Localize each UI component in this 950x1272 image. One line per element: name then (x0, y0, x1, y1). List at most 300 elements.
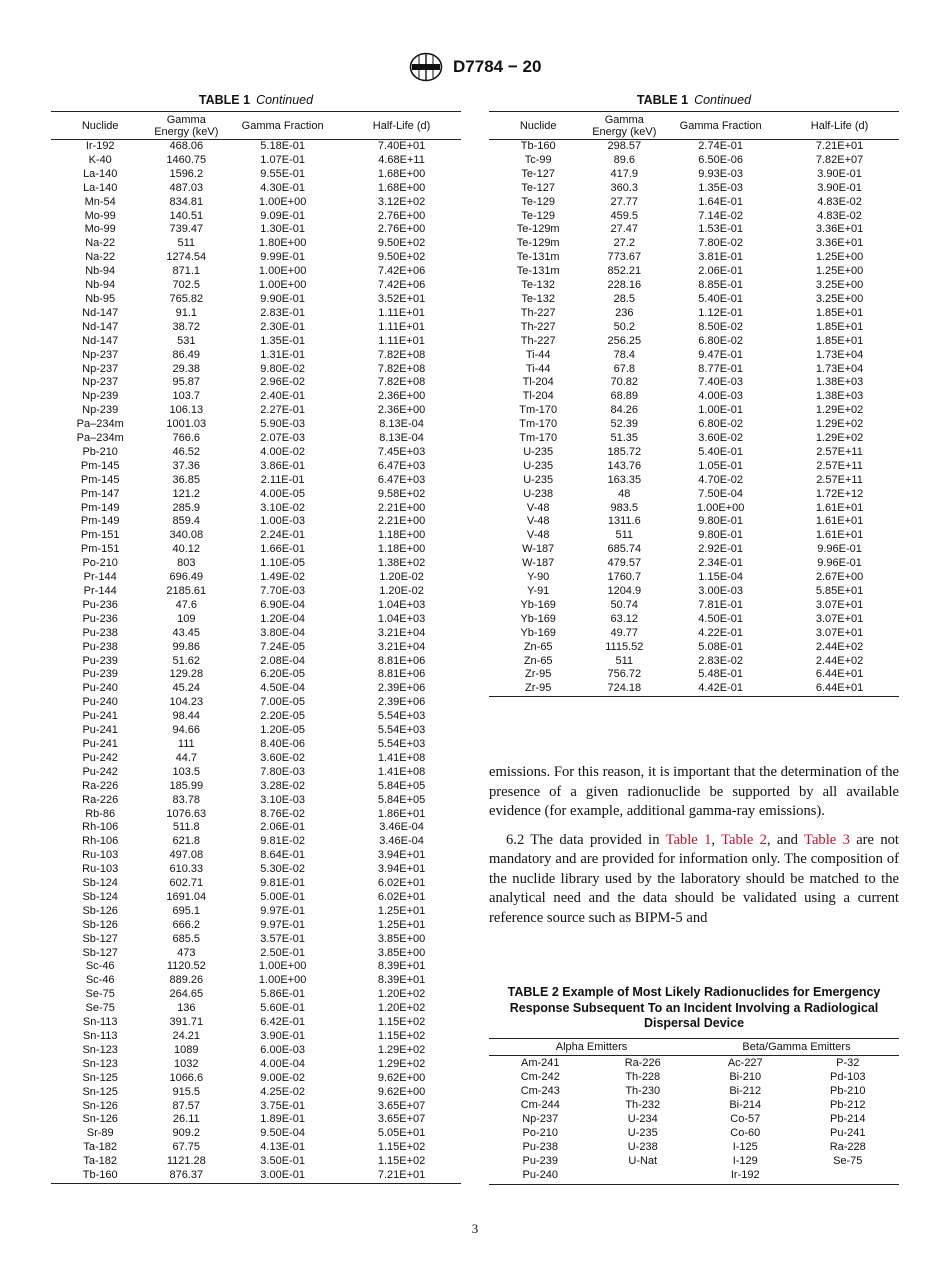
col-header-half-life: Half-Life (d) (342, 112, 461, 140)
table-cell: 1.20E+02 (377, 1002, 426, 1015)
table-row (489, 1126, 899, 1140)
table-row (489, 376, 899, 390)
table-cell: 1032 (174, 1057, 199, 1070)
table-header-row (51, 112, 461, 140)
table-row (51, 627, 461, 641)
table-cell: Zn-65 (523, 640, 553, 653)
table-cell: 104.23 (169, 696, 204, 709)
link-table-1[interactable]: Table 1 (665, 831, 712, 848)
table-cell: Pu-240 (82, 696, 118, 709)
table-cell: 3.10E-03 (260, 793, 305, 806)
table-cell: Tl-204 (522, 376, 554, 389)
table-cell: 9.50E+02 (377, 237, 426, 250)
table-cell: 26.11 (172, 1113, 200, 1126)
table-cell: Pu-241 (82, 737, 118, 750)
table-row (51, 404, 461, 418)
table-row (51, 182, 461, 196)
table-cell: 45.24 (172, 682, 201, 695)
table-cell: 3.90E-01 (260, 1030, 305, 1042)
table-cell: Np-239 (82, 404, 119, 417)
table-cell: 3.07E+01 (815, 626, 864, 639)
table-cell: Na-22 (85, 237, 116, 250)
table-cell: 2.21E+00 (377, 515, 426, 528)
table-cell: 1.41E+08 (377, 751, 426, 764)
table-cell: 7.24E-05 (260, 640, 305, 653)
table-row (51, 668, 461, 682)
table-cell: 8.50E-02 (698, 320, 743, 333)
table-cell: Pr-144 (83, 585, 117, 597)
table-cell: 50.2 (613, 320, 635, 333)
table-cell: U-238 (627, 1140, 658, 1153)
table-cell: 3.57E-01 (260, 932, 305, 945)
table-cell: 1.15E+02 (377, 1030, 426, 1042)
table-cell: Bi-210 (729, 1070, 762, 1083)
table-cell: 7.82E+07 (815, 153, 864, 166)
table-cell: Pm-149 (80, 501, 120, 514)
table-cell: 256.25 (607, 334, 642, 347)
table-cell: 1.20E-04 (260, 612, 305, 625)
table-cell: 86.49 (172, 348, 201, 361)
table-row (51, 529, 461, 543)
table-cell: 511.8 (172, 821, 200, 834)
table-cell: Nb-94 (85, 279, 116, 292)
table-cell: 2.06E-01 (698, 265, 743, 278)
table-cell: 8.13E-04 (379, 432, 424, 445)
table-cell: 487.03 (169, 181, 204, 194)
table-cell: 1089 (174, 1043, 199, 1056)
table-cell: Sc-46 (85, 974, 115, 987)
table-cell: 4.30E-01 (260, 181, 305, 194)
table-cell: 1.05E-01 (698, 459, 743, 472)
table-cell: 511 (615, 654, 634, 667)
table-cell: Sc-46 (85, 960, 115, 973)
table-cell: Te-129 (521, 209, 556, 222)
table-cell: 1.31E-01 (260, 348, 305, 361)
table-cell: Nd-147 (82, 334, 119, 347)
col-header-gamma-energy: Gamma Energy (keV) (149, 112, 223, 140)
table-cell: 27.77 (610, 195, 639, 208)
table-cell: 1.25E+00 (815, 251, 864, 264)
table-row (51, 1058, 461, 1072)
table-cell: Pu-241 (82, 710, 118, 723)
paragraph-continuation: emissions. For this reason, it is important that the determination of the presence of a given radionuclide be supported by all available evidence (for example, additional gamma-ray emissions). (489, 764, 899, 819)
table-cell: 3.21E+04 (377, 640, 426, 653)
table-row (51, 947, 461, 961)
table-cell: 7.21E+01 (342, 1169, 461, 1183)
table-cell: 136 (177, 1002, 196, 1015)
table-cell: 9.93E-03 (698, 167, 743, 180)
table-cell: Ti-44 (525, 362, 551, 375)
table-cell: Sn-113 (82, 1016, 118, 1029)
table-cell: 666.2 (172, 918, 201, 931)
table-row (489, 502, 899, 516)
table-cell: 602.71 (169, 877, 204, 890)
table-cell: 8.81E+06 (377, 668, 426, 681)
table-cell: 8.64E-01 (260, 849, 305, 862)
table-cell: 1691.04 (166, 890, 207, 903)
table-cell: 3.86E-01 (260, 459, 305, 472)
table-cell: Sb-124 (82, 877, 118, 890)
table-cell: 7.42E+06 (377, 279, 426, 292)
table-cell: 6.80E-02 (698, 418, 743, 431)
table-cell: 360.3 (610, 181, 639, 194)
table-cell: 2.92E-01 (698, 543, 743, 556)
table-cell: 9.00E-02 (260, 1071, 305, 1084)
link-table-3[interactable]: Table 3 (804, 831, 850, 848)
table-row (489, 363, 899, 377)
table-cell: 685.74 (607, 543, 642, 556)
table-cell: 3.12E+02 (377, 195, 426, 208)
table-cell: Ra-226 (82, 793, 119, 806)
link-table-2[interactable]: Table 2 (721, 831, 767, 848)
table-cell: 9.96E-01 (817, 543, 862, 556)
table-cell: 50.74 (610, 598, 639, 611)
table-cell: 8.13E-04 (379, 418, 424, 431)
table-cell: Sn-126 (82, 1113, 118, 1126)
table-cell: 6.47E+03 (377, 459, 426, 472)
document-id: D7784 − 20 (453, 57, 542, 76)
table-cell: 473 (177, 946, 196, 959)
table-cell: 9.97E-01 (260, 918, 305, 931)
table-cell: 3.28E-02 (260, 779, 305, 792)
table-cell: 5.86E-01 (260, 988, 305, 1001)
table-row (51, 1030, 461, 1044)
table-row (489, 432, 899, 446)
table-cell: 2.76E+00 (377, 223, 426, 236)
table-cell: 511 (615, 529, 634, 542)
table-cell: U-238 (523, 487, 554, 500)
table-cell: 610.33 (169, 863, 204, 876)
table-cell: 1121.28 (166, 1155, 206, 1168)
table-cell: 766.6 (172, 432, 201, 445)
table-row (51, 488, 461, 502)
table-cell: Pm-149 (80, 515, 120, 528)
table-row (489, 168, 899, 182)
table-cell: 7.82E+08 (377, 348, 426, 361)
table-cell: 3.10E-02 (260, 501, 305, 514)
table-cell: 1120.52 (166, 960, 206, 973)
table-cell: 2.44E+02 (815, 654, 864, 667)
table-cell: 5.08E-01 (698, 640, 743, 653)
table-row (489, 196, 899, 210)
table-cell: Ru-103 (82, 849, 119, 862)
table-cell: 7.40E+01 (377, 140, 426, 152)
table-cell: 94.66 (172, 724, 201, 737)
table-cell: K-40 (88, 153, 112, 166)
table-cell: Cm-242 (520, 1070, 560, 1083)
table-cell: Th-230 (625, 1084, 661, 1097)
table-cell: 1.72E+12 (815, 487, 864, 500)
table-cell: 889.26 (169, 974, 204, 987)
table-cell: 4.00E-02 (260, 445, 305, 458)
table-cell: 2.67E+00 (815, 571, 864, 584)
group-header-alpha: Alpha Emitters (489, 1038, 694, 1055)
table-cell: 1760.7 (607, 571, 642, 584)
table-cell: 95.87 (172, 376, 201, 389)
table-row (51, 613, 461, 627)
table-cell: 1.30E-01 (260, 223, 305, 236)
table-row (51, 279, 461, 293)
table-cell: 2.30E-01 (260, 320, 305, 333)
table-cell: Np-237 (82, 348, 119, 361)
table-cell: 6.44E+01 (780, 682, 899, 696)
table-cell: 1.04E+03 (377, 612, 426, 625)
table-cell: 103.7 (172, 390, 201, 403)
table-cell: 1274.54 (166, 251, 207, 264)
table-cell: 38.72 (172, 320, 201, 333)
table-cell: 2.96E-02 (260, 376, 305, 389)
table-row (489, 1070, 899, 1084)
table-cell: 803 (177, 557, 196, 570)
table-cell: 1115.52 (605, 640, 644, 653)
table-cell: 70.82 (610, 376, 639, 389)
table-row (51, 196, 461, 210)
table-cell: Po-210 (82, 557, 118, 570)
table-cell: Te-131m (516, 265, 560, 278)
table-row (51, 599, 461, 613)
table-row (489, 460, 899, 474)
table-cell: Ti-44 (525, 348, 551, 361)
table-cell: 27.47 (610, 223, 639, 236)
table-cell: Pb-214 (830, 1112, 866, 1125)
table-cell: 103.5 (172, 765, 201, 778)
table-row (51, 933, 461, 947)
table-cell: 228.16 (607, 279, 642, 292)
table-cell: 511 (177, 237, 196, 250)
table-cell: Th-228 (625, 1070, 661, 1083)
table-cell: 9.55E-01 (260, 167, 305, 180)
table-row (489, 293, 899, 307)
table-row (489, 627, 899, 641)
table-cell: Rh-106 (82, 821, 119, 834)
table-row (489, 349, 899, 363)
table-row (51, 154, 461, 168)
table-cell: Np-237 (522, 1112, 559, 1125)
table-cell: 1.38E+03 (815, 390, 864, 403)
table-cell: 129.28 (169, 668, 204, 681)
table-cell: Sb-124 (82, 890, 118, 903)
table-row (51, 1002, 461, 1016)
table-cell: Ta-182 (83, 1141, 118, 1154)
table-cell: 1.29E+02 (377, 1057, 426, 1070)
table-cell: W-187 (522, 543, 555, 556)
table-cell: 9.47E-01 (698, 348, 743, 361)
table-cell: 143.76 (607, 459, 642, 472)
table-cell: Te-131m (516, 251, 560, 264)
table-cell: 1.35E-01 (260, 334, 305, 347)
table-cell: 1.11E+01 (378, 320, 425, 333)
table-cell: 7.82E+08 (377, 362, 426, 375)
table-cell: Ra-228 (829, 1140, 866, 1153)
table-row (51, 223, 461, 237)
table-row (489, 307, 899, 321)
table-cell: 7.42E+06 (377, 265, 426, 278)
table-cell: 4.13E-01 (260, 1141, 305, 1154)
table-cell: Sn-125 (82, 1085, 118, 1098)
table-cell: Pu-241 (82, 724, 118, 737)
table-cell: 1.89E-01 (260, 1113, 305, 1126)
table-cell: W-187 (522, 557, 555, 570)
col-header-gamma-fraction: Gamma Fraction (223, 112, 342, 140)
col-header-half-life: Half-Life (d) (780, 112, 899, 140)
table-cell: 27.2 (613, 237, 635, 250)
table-row (51, 363, 461, 377)
table-cell: I-125 (732, 1140, 758, 1153)
table-cell: 1.00E+00 (258, 279, 307, 292)
table-cell: 9.58E+02 (377, 487, 426, 500)
table-cell: 106.13 (169, 404, 204, 417)
table-cell: 5.00E-01 (260, 890, 305, 903)
table-cell: 3.36E+01 (815, 223, 864, 236)
table-cell: 1.20E-02 (379, 571, 424, 584)
table-cell: Am-241 (520, 1056, 560, 1069)
table-cell: 3.25E+00 (815, 292, 864, 305)
table-cell: 8.81E+06 (377, 654, 426, 667)
table-cell: 3.46E-04 (379, 821, 424, 834)
table-cell: Pu-240 (489, 1168, 592, 1185)
table-cell: Bi-214 (729, 1098, 762, 1111)
table-cell: 1.15E+02 (377, 1016, 426, 1029)
table-cell: 1.20E-05 (260, 724, 305, 737)
table-cell: 2.34E-01 (698, 557, 743, 570)
table-cell: Co-60 (730, 1126, 761, 1139)
table-row (51, 821, 461, 835)
table-cell: 8.39E+01 (377, 960, 426, 973)
table-cell: Tm-170 (519, 432, 558, 445)
table-cell: 2.39E+06 (377, 696, 426, 709)
table-cell: Sb-127 (82, 932, 118, 945)
table-cell: U-235 (627, 1126, 658, 1139)
table-cell: 1.25E+01 (377, 904, 426, 917)
table-row (51, 335, 461, 349)
table-cell: 1.20E-02 (379, 585, 424, 597)
table-cell: 185.99 (169, 779, 204, 792)
table-cell: 51.35 (610, 432, 639, 445)
table-cell: Yb-169 (520, 626, 556, 639)
table-cell: 43.45 (172, 626, 201, 639)
table-cell: Pu-239 (82, 668, 118, 681)
table-cell: Y-91 (527, 585, 550, 597)
table-cell: 702.5 (172, 279, 201, 292)
table-row (51, 808, 461, 822)
table-row (51, 849, 461, 863)
table-cell: 5.40E-01 (698, 292, 743, 305)
table-row (51, 1141, 461, 1155)
table-cell: 5.54E+03 (377, 737, 426, 750)
table-cell: 5.54E+03 (377, 710, 426, 723)
table-cell: 2.27E-01 (260, 404, 305, 417)
table-row (51, 502, 461, 516)
table-cell: Nd-147 (82, 306, 119, 319)
table-cell: 3.65E+07 (377, 1113, 426, 1126)
table-cell: 2.11E-01 (260, 473, 305, 486)
table-cell: 3.90E-01 (817, 181, 862, 194)
table-cell: 1.18E+00 (377, 529, 426, 542)
table-cell: Np-237 (82, 362, 119, 375)
table-cell: Pr-144 (83, 571, 117, 584)
table-cell: Tm-170 (519, 404, 558, 417)
table-cell: Th-232 (625, 1098, 661, 1111)
table-cell: 2.83E-02 (698, 654, 743, 667)
table-row (51, 891, 461, 905)
table-cell: Bi-212 (729, 1084, 762, 1097)
table-row (489, 321, 899, 335)
table-cell: Ir-192 (694, 1168, 797, 1185)
table-row (489, 599, 899, 613)
table-cell: Th-227 (520, 306, 556, 319)
table-row (489, 446, 899, 460)
table-row (489, 237, 899, 251)
table-row (51, 376, 461, 390)
table-cell: 9.50E-04 (260, 1127, 305, 1140)
table-cell: 264.65 (169, 988, 204, 1001)
table-cell: 4.50E-01 (698, 612, 743, 625)
table-cell: Pu-238 (82, 640, 118, 653)
table-row (51, 766, 461, 780)
table-cell: Yb-169 (520, 598, 556, 611)
table-cell: 6.02E+01 (377, 877, 426, 890)
table-cell: 1.38E+02 (377, 557, 426, 570)
table-cell: 98.44 (172, 710, 201, 723)
table-cell: Y-90 (527, 571, 550, 584)
table-cell: 1.35E-03 (698, 181, 743, 194)
table-cell: Sb-126 (82, 904, 118, 917)
table-cell: Te-129 (521, 195, 556, 208)
table-cell: Zr-95 (525, 668, 552, 681)
table-cell: 1.15E+02 (377, 1141, 426, 1154)
table-cell: 7.14E-02 (698, 209, 743, 222)
table-row (489, 223, 899, 237)
table-cell: 68.89 (610, 390, 639, 403)
table-cell: U-235 (523, 459, 554, 472)
table-cell: Pa–234m (76, 432, 124, 445)
table-row (51, 1127, 461, 1141)
paragraph-6-2: 6.2 The data provided in Table 1, Table 2, and Table 3 are not mandatory and are provided for information only. The composition of the nuclide library used by the laboratory should be matched to the analytical need and the data should be validated using a current reference source such as BIPM-5 and (489, 831, 899, 926)
table-row (51, 877, 461, 891)
body-text (489, 763, 899, 937)
table-cell: 6.80E-02 (698, 334, 743, 347)
table-cell: 340.08 (169, 529, 204, 542)
astm-logo-icon (409, 52, 443, 82)
table-cell: Pu-238 (82, 626, 118, 639)
table2-caption: TABLE 2 Example of Most Likely Radionuclides for Emergency Response Subsequent To an Incident Involving a Radiological Dispersal Device (507, 985, 881, 1030)
table-cell: Tc-99 (524, 153, 552, 166)
table-row (489, 251, 899, 265)
table-cell: Sr-89 (86, 1127, 114, 1140)
table-cell: Mn-54 (84, 195, 116, 208)
table-row (51, 321, 461, 335)
table-row (489, 655, 899, 669)
table-cell: Zn-65 (523, 654, 553, 667)
table-cell: 871.1 (172, 265, 201, 278)
table-row (51, 1072, 461, 1086)
table-row (51, 515, 461, 529)
table1-left-body (51, 140, 461, 1184)
table-row (489, 557, 899, 571)
table-cell: 1.15E+02 (377, 1155, 426, 1168)
table-cell: 1.68E+00 (377, 181, 426, 194)
table-cell: 1.66E-01 (260, 543, 305, 556)
table-cell: La-140 (83, 181, 118, 194)
table-cell: Se-75 (85, 988, 115, 1001)
table-cell: 6.20E-05 (260, 668, 305, 681)
table-row (51, 432, 461, 446)
table-cell: I-129 (732, 1154, 758, 1167)
table-cell: 78.4 (613, 348, 635, 361)
table-cell: Tb-160 (51, 1169, 149, 1183)
table-cell: Te-132 (521, 279, 556, 292)
table-cell: Sn-113 (82, 1030, 118, 1042)
